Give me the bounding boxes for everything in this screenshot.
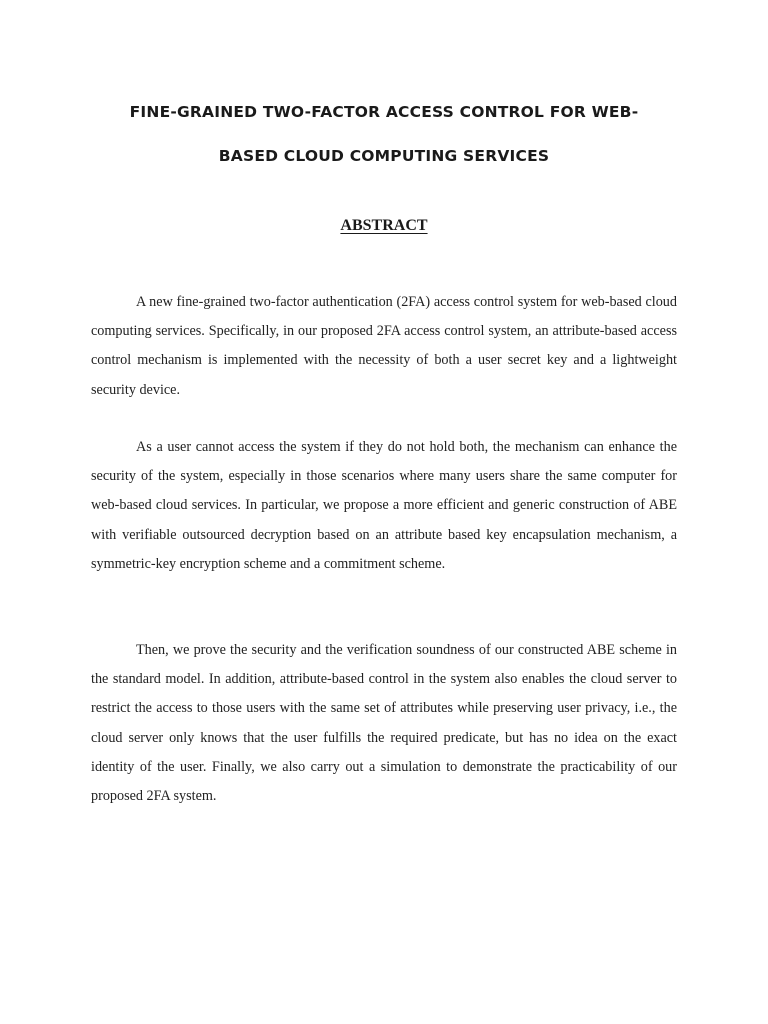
title-line-2: BASED CLOUD COMPUTING SERVICES: [218, 147, 550, 165]
abstract-heading: ABSTRACT: [340, 217, 428, 234]
abstract-paragraph-1: A new fine-grained two-factor authentication (2FA) access control system for web-based cloud computing services. Specifically, in our proposed 2FA access control system, an attribute-based access control mechanism is implemented with the necessity of both a user secret key and a lightweight security device.: [91, 294, 677, 398]
abstract-paragraph-3: Then, we prove the security and the verification soundness of our constructed ABE scheme in the standard model. In addition, attribute-based control in the system also enables the cloud server to restrict the access to those users with the same set of attributes while preserving user privacy, i.e., the cloud server only knows that the user fulfills the required predicate, but has no idea on the exact identity of the user. Finally, we also carry out a simulation to demonstrate the practicability of our proposed 2FA system.: [91, 642, 677, 805]
abstract-paragraph-2: As a user cannot access the system if they do not hold both, the mechanism can enhance the security of the system, especially in those scenarios where many users share the same computer for web-based cloud services. In particular, we propose a more efficient and generic construction of ABE with verifiable outsourced decryption based on an attribute based key encapsulation mechanism, a symmetric-key encryption scheme and a commitment scheme.: [91, 439, 677, 572]
document-title: [70, 90, 698, 178]
title-line-1: FINE-GRAINED TWO-FACTOR ACCESS CONTROL FOR WEB-: [129, 103, 639, 121]
